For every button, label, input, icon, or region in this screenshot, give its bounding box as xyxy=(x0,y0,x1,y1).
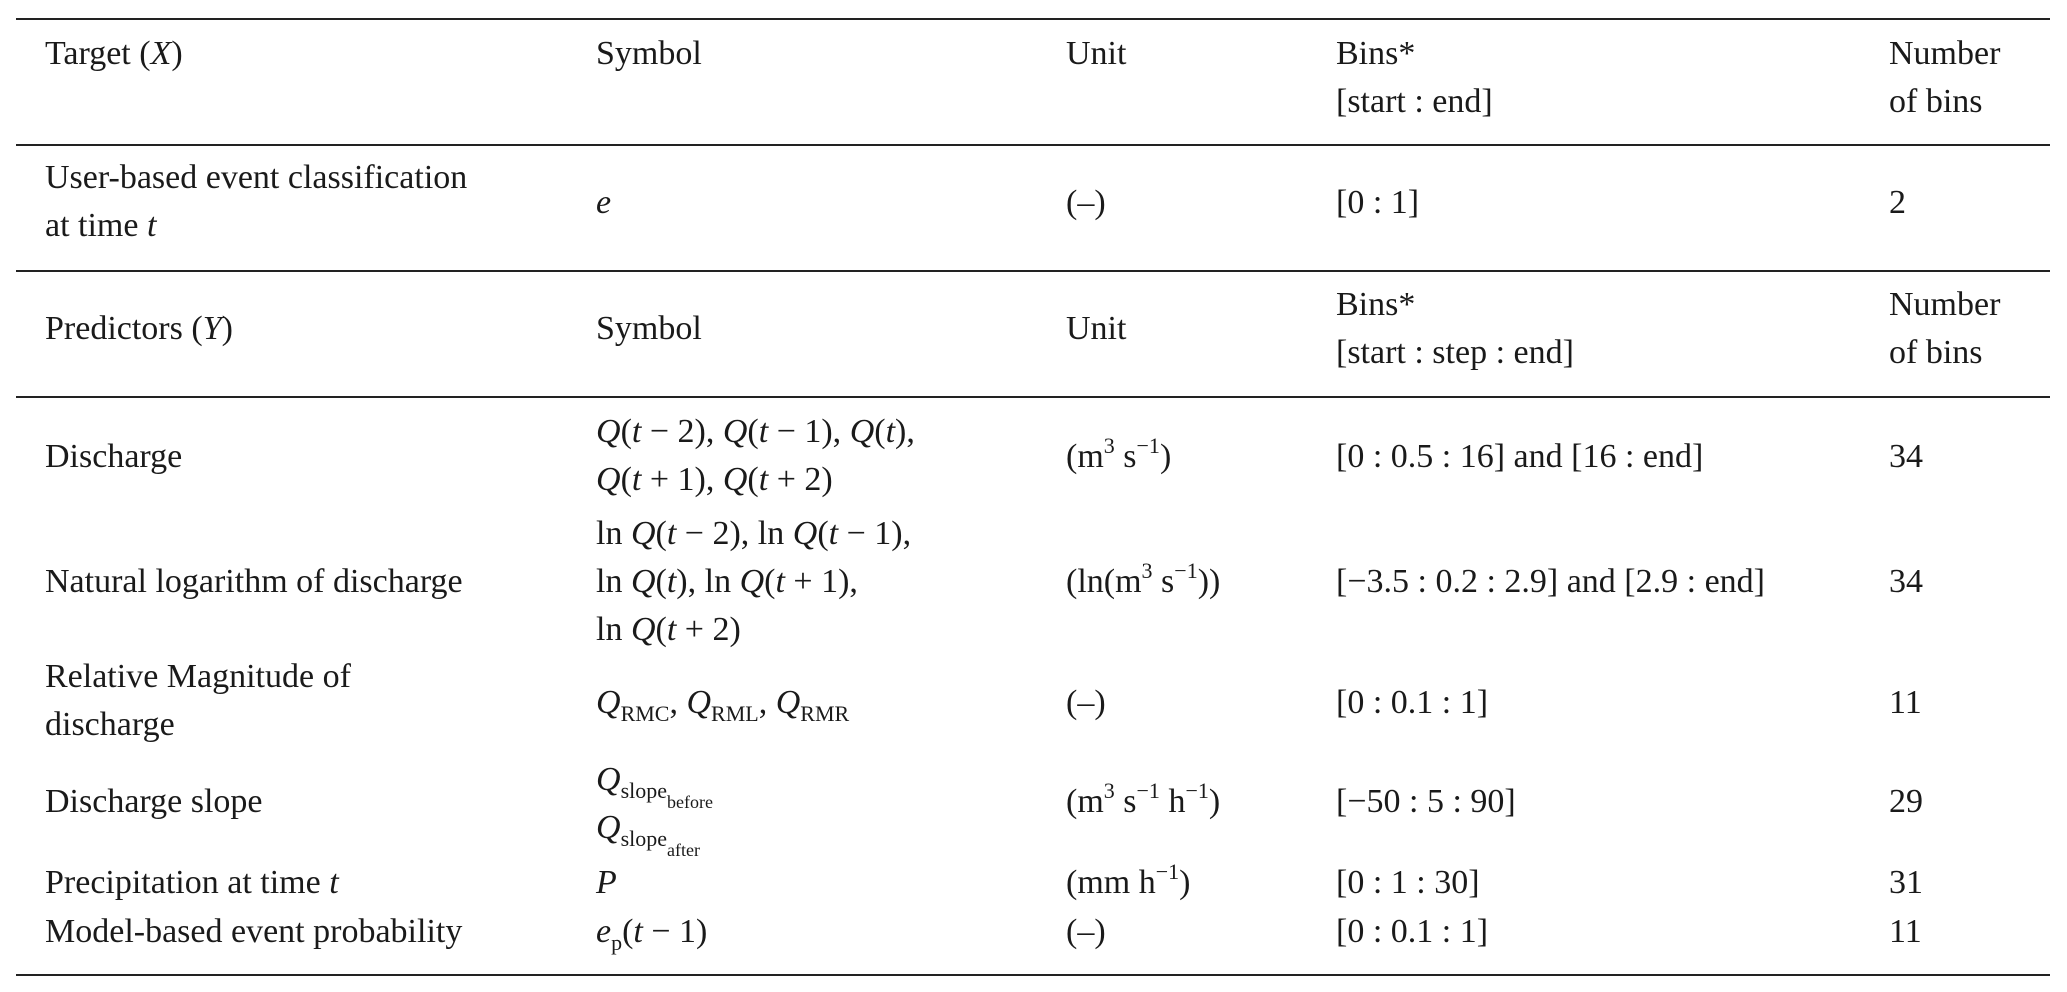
section-rule xyxy=(16,270,2050,272)
row-slope-name: Discharge slope xyxy=(45,783,263,820)
row-discharge-unit: ($m^3$ $s^{-1}$) xyxy=(1066,433,1172,475)
row-discharge-symbol: Q(t − 2), Q(t − 1), Q(t), Q(t + 1), Q(t + 2) xyxy=(596,413,915,498)
row-prob-bins: [0 : 0.1 : 1] xyxy=(1336,913,1489,950)
row-prob-count: 11 xyxy=(1889,913,1922,950)
predictor-header-unit: Unit xyxy=(1066,310,1127,347)
target-header-symbol: Symbol xyxy=(596,35,702,72)
row-precip-unit: (mm $h^{-1}$) xyxy=(1066,859,1191,901)
predictor-header-count: Number of bins xyxy=(1889,286,2001,371)
row-lndischarge-unit: ($\ln(m^3$ $s^{-1}$)) xyxy=(1066,558,1221,600)
target-header-bins: Bins* [start : end] xyxy=(1336,35,1493,120)
target-header-label: Target (X) xyxy=(45,35,183,72)
row-lndischarge-symbol: ln Q(t − 2), ln Q(t − 1), ln Q(t), ln Q(t + 1), ln Q(t + 2) xyxy=(596,515,912,648)
row-discharge-bins: [0 : 0.5 : 16] and [16 : end] xyxy=(1336,438,1704,475)
top-rule xyxy=(16,18,2050,20)
row-rmd-bins: [0 : 0.1 : 1] xyxy=(1336,684,1489,721)
row-slope-bins: [−50 : 5 : 90] xyxy=(1336,783,1516,820)
row-precip-name: Precipitation at time t xyxy=(45,864,339,901)
row-prob-unit: (–) xyxy=(1066,913,1106,950)
target-header-unit: Unit xyxy=(1066,35,1127,72)
row-slope-count: 29 xyxy=(1889,783,1923,820)
predictor-header-label: Predictors (Y) xyxy=(45,310,233,347)
row-prob-name: Model-based event probability xyxy=(45,913,463,950)
row-lndischarge-bins: [−3.5 : 0.2 : 2.9] and [2.9 : end] xyxy=(1336,563,1765,600)
target-row-unit: (–) xyxy=(1066,184,1106,221)
target-row-bins: [0 : 1] xyxy=(1336,184,1420,221)
predictor-header-bins: Bins* [start : step : end] xyxy=(1336,286,1574,371)
row-rmd-unit: (–) xyxy=(1066,684,1106,721)
bottom-rule xyxy=(16,974,2050,976)
row-discharge-name: Discharge xyxy=(45,438,183,475)
target-row-symbol: e xyxy=(596,184,612,221)
row-discharge-count: 34 xyxy=(1889,438,1923,475)
row-precip-count: 31 xyxy=(1889,864,1923,901)
row-lndischarge-name: Natural logarithm of discharge xyxy=(45,563,463,600)
target-header-rule xyxy=(16,144,2050,146)
predictor-header-symbol: Symbol xyxy=(596,310,702,347)
target-row-count: 2 xyxy=(1889,184,1906,221)
predictor-header-rule xyxy=(16,396,2050,398)
row-slope-symbol: $Q_{slope_{before}}$ $Q_{slope_{after}}$ xyxy=(596,761,713,860)
row-rmd-count: 11 xyxy=(1889,684,1922,721)
row-precip-bins: [0 : 1 : 30] xyxy=(1336,864,1480,901)
row-precip-symbol: P xyxy=(596,864,617,901)
row-rmd-symbol: $Q_{RMC}$, $Q_{RML}$, $Q_{RMR}$ xyxy=(596,684,850,726)
target-header-count: Number of bins xyxy=(1889,35,2001,120)
row-prob-symbol: $e_p(t - 1)$ xyxy=(596,913,708,955)
target-row-name: User-based event classification at time t xyxy=(45,159,468,244)
bins-table xyxy=(16,18,2050,978)
row-slope-unit: ($m^3$ $s^{-1}$ $h^{-1}$) xyxy=(1066,778,1221,820)
row-lndischarge-count: 34 xyxy=(1889,563,1923,600)
row-rmd-name: Relative Magnitude of discharge xyxy=(45,658,351,743)
